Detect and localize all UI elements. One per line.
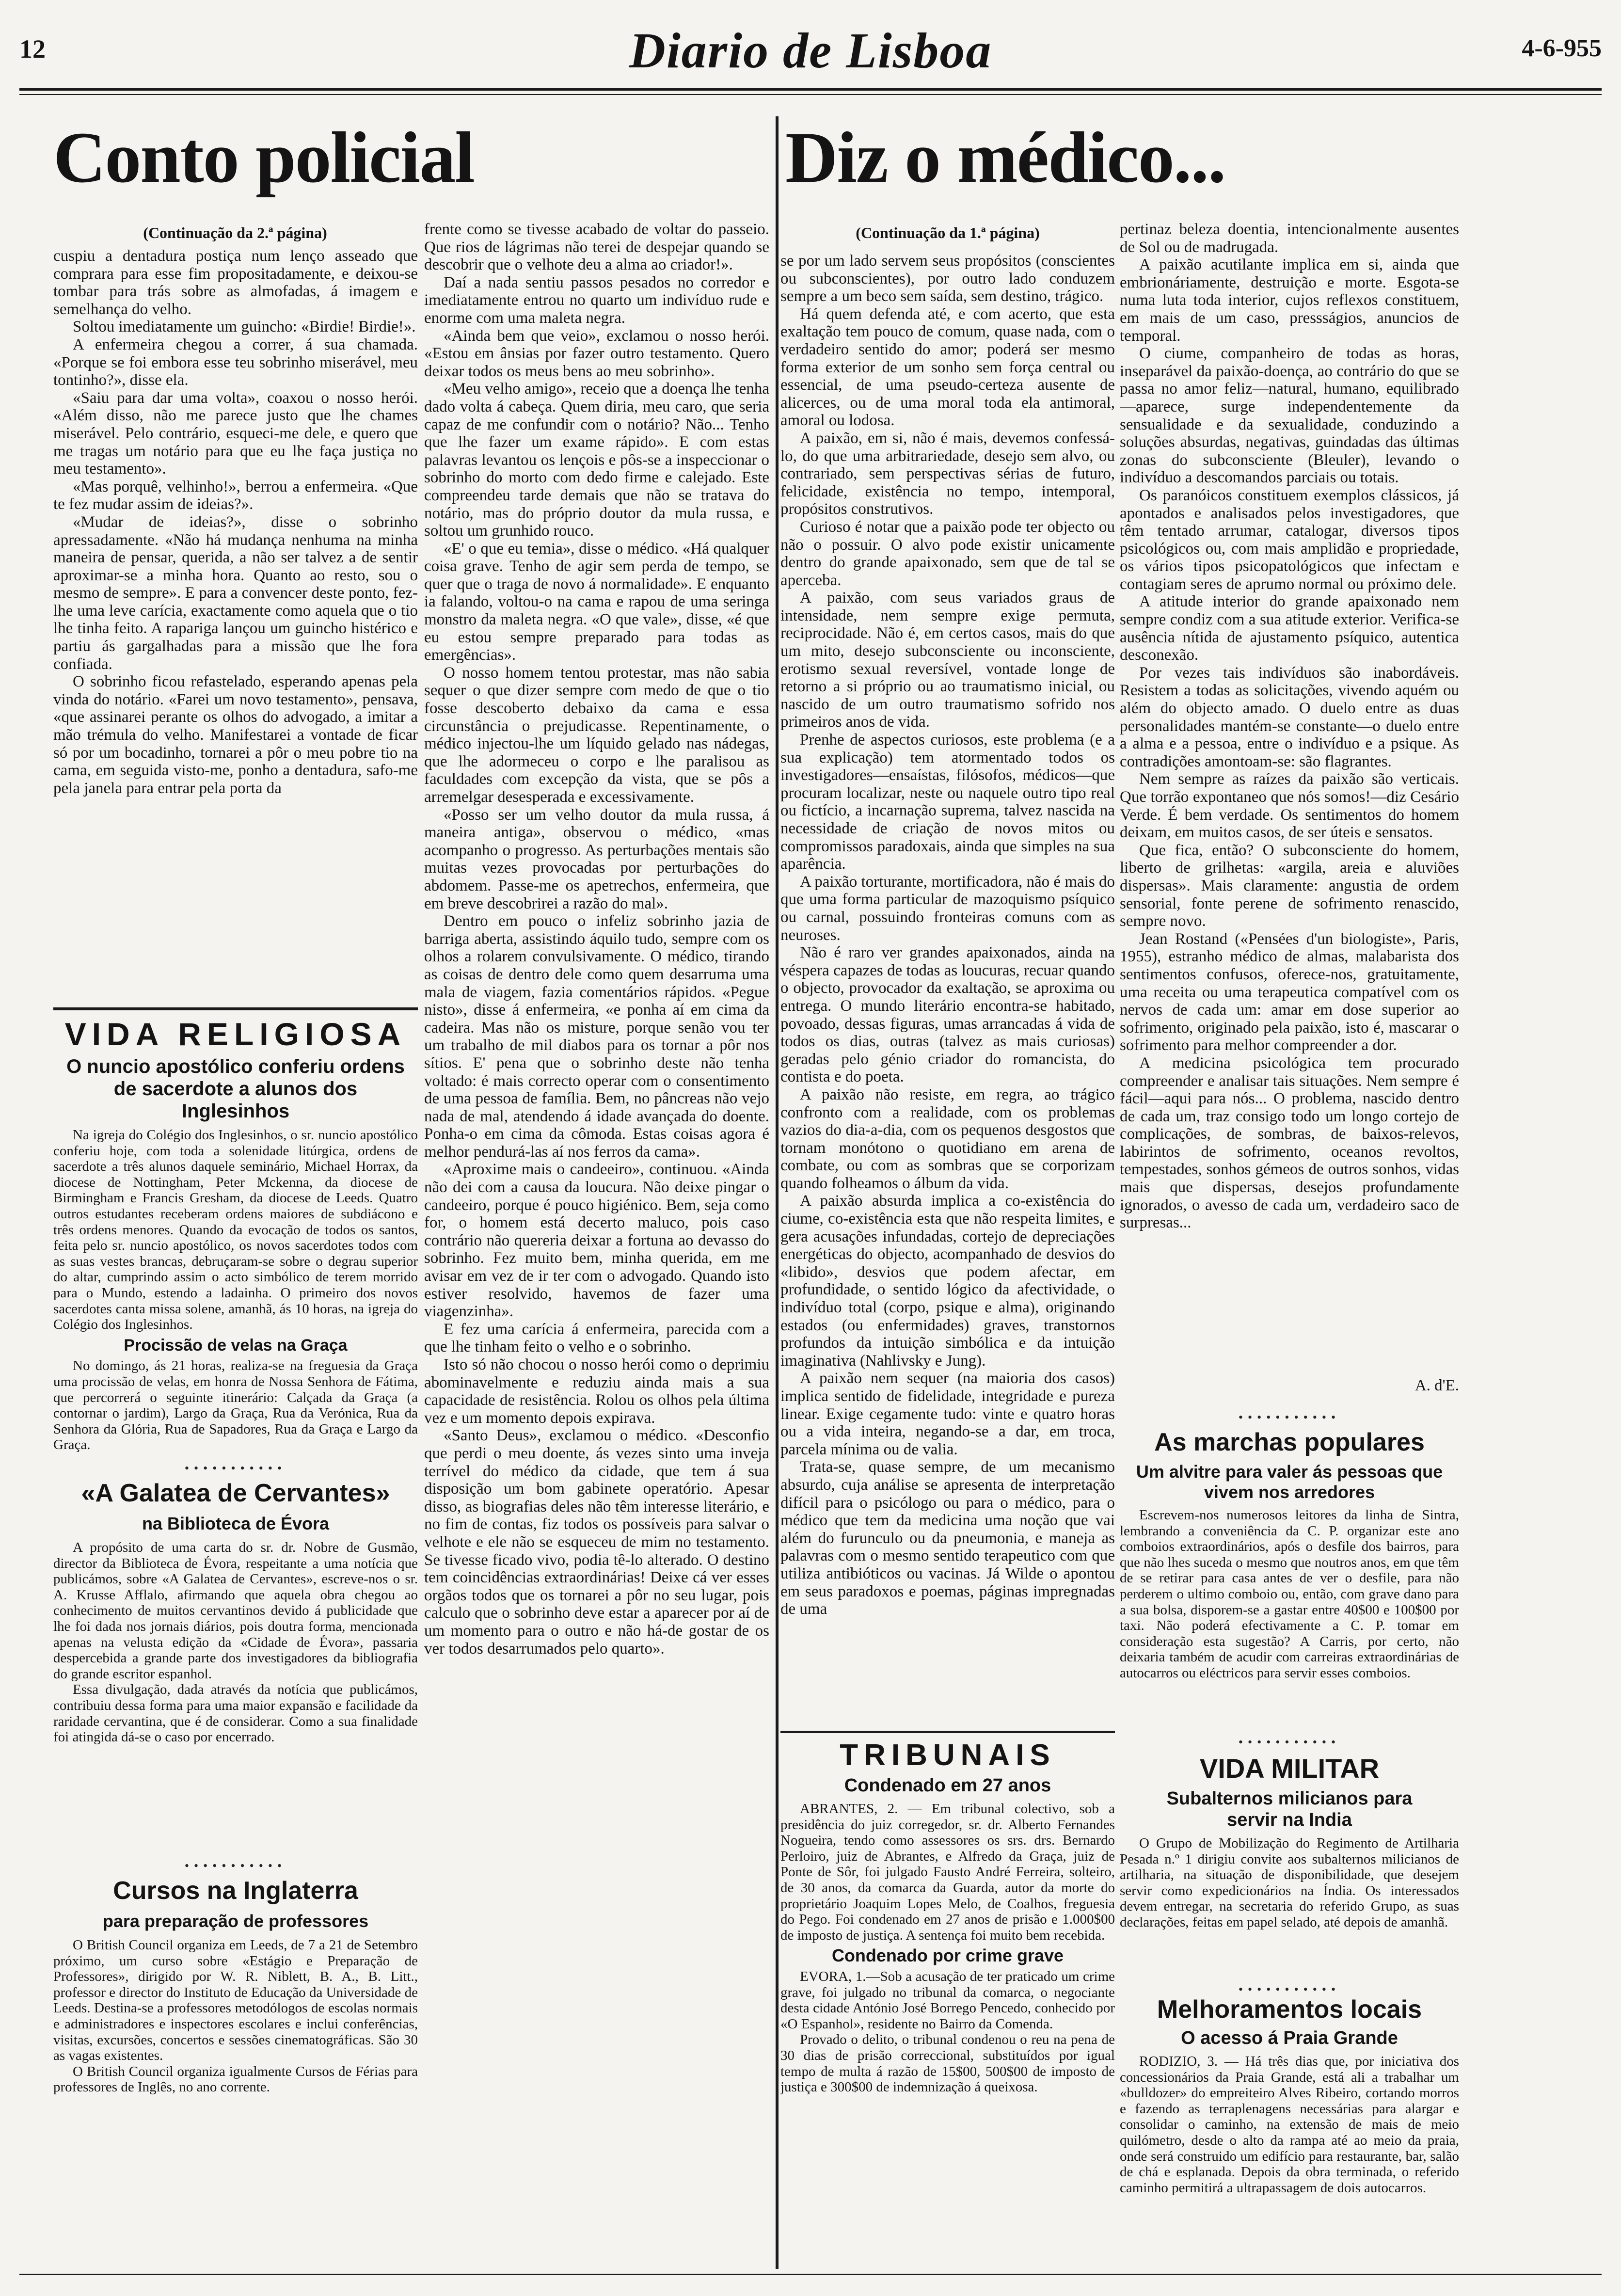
issue-date: 4-6-955: [1522, 34, 1602, 62]
paragraph: O nosso homem tentou protestar, mas não sabia sequer o que dizer sempre com medo de que o tio fosse descoberto debaixo da cama e essa circunstância o prejudicasse. Repentinamente, o médico injectou-lhe um líquido gelado nas nádegas, que lhe adormeceu o corpo e lhe paralisou as faculdades com excepção da vista, que se pôs a arremelgar desesperada e excessivamente.: [424, 664, 769, 806]
paragraph: O British Council organiza igualmente Cursos de Férias para professores de Inglês, no ano corrente.: [53, 2063, 418, 2095]
marchas-section: [1120, 1428, 1459, 1728]
section-title: «A Galatea de Cervantes»: [81, 1479, 390, 1507]
paragraph: «Posso ser um velho doutor da mula russa, á maneira antiga», observou o médico, «mas acompanho o progresso. As perturbações mentais são muitas vezes provocadas por perturbações do abdomem. Passe-me os apetrechos, enfermeira, que em breve descobrirei a razão do mal».: [424, 806, 769, 912]
section-subtitle: O acesso á Praia Grande: [1181, 2028, 1398, 2048]
paragraph: Prenhe de aspectos curiosos, este problema (e a sua explicação) tem atormentado todos os investigadores—ensaístas, filósofos, médicos—que procuram localizar, neste ou naquele outro tipo real ou fictício, a incarnação suprema, talvez nascida na necessidade de criação de novos mitos ou compromissos paradoxais, ainda que simples na sua aparência.: [780, 731, 1115, 873]
paragraph: E fez uma carícia á enfermeira, parecida com a que lhe tinham feito o velho e o sobrinho.: [424, 1320, 769, 1356]
section-subtitle: Condenado por crime grave: [831, 1945, 1064, 1966]
article-signature: A. d'E.: [1414, 1377, 1459, 1394]
page-number: 12: [19, 34, 46, 64]
paragraph: ABRANTES, 2. — Em tribunal colectivo, sob a presidência do juiz corregedor, sr. dr. Alberto Fernandes Nogueira, tendo como assessores os srs. drs. Bernardo Perloiro, juiz de Abrantes, e Alfredo da Graça, juiz de Ponte de Sôr, foi julgado Fausto André Ferreira, solteiro, de 30 anos, da comarca da Guarda, autor da morte do proprietário Joaquim Lopes Melo, de Coalhos, freguesia do Pego. Foi condenado em 27 anos de prisão e 1.000$00 de imposto de justiça. A sentença foi muito bem recebida.: [780, 1801, 1115, 1943]
newspaper-title: Diario de Lisboa: [629, 23, 992, 79]
section-title: VIDA MILITAR: [1199, 1753, 1380, 1784]
paragraph: Trata-se, quase sempre, de um mecanismo absurdo, cuja análise se apresenta de interpretação difícil para o psicólogo ou para o médico, para o médico que tem da medicina uma noção que vai além do furunculo ou da pneumonia, e maneja as palavras com o mesmo sentido terapeutico com que utiliza antibióticos ou vacinas. Já Wilde o apontou em seus paradoxos e poemas, páginas impregnadas de uma: [780, 1458, 1115, 1618]
conto-column-2: [424, 221, 769, 2269]
paragraph: «Mudar de ideias?», disse o sobrinho apressadamente. «Não há mudança nenhuma na minha maneira de pensar, querida, a não ser talvez a de sentir aproximar-se a minha hora. Quanto ao resto, sou o mesmo de sempre». E para a convencer deste ponto, fez-lhe uma leve carícia, exactamente como aquela que o tio lhe tinha feito. A rapariga lançou um guincho histérico e partiu ás gargalhadas para a missão que lhe fora confiada.: [53, 513, 418, 673]
paragraph: Escrevem-nos numerosos leitores da linha de Sintra, lembrando a conveniência da C. P. organizar este ano comboios extraordinários, após o desfile dos bairros, para que não lhes suceda o mesmo que noutros anos, em que têm de se retirar para casa antes de ver o desfile, para não perderem o ultimo comboio ou, então, com grave dano para a sua bolsa, disporem-se a gastar entre 40$00 e 100$00 por taxi. Não poderá efectivamente a C. P. tomar em consideração esta sugestão? A Carris, por certo, não deixaria também de acudir com carreiras extraordinárias de autocarros ou eléctricos para servir esses comboios.: [1120, 1507, 1459, 1681]
section-subtitle: para preparação de professores: [102, 1911, 369, 1931]
paragraph: Jean Rostand («Pensées d'un biologiste», Paris, 1955), estranho médico de almas, malabarista dos sentimentos confusos, oferece-nos, gratuitamente, uma receita ou uma terapeutica compatível com os nervos de cada um: amar em dose superior ao sofrimento, originado pela paixão, isto é, mascarar o sofrimento para melhor compreender a dor.: [1120, 930, 1459, 1054]
divider-dots: •••••••••••: [184, 1859, 287, 1873]
masthead-rule: [19, 88, 1602, 91]
paragraph: Que fica, então? O subconsciente do homem, liberto de grilhetas: «argila, areia e aluviões dispersas». Mais claramente: angustia de ordem sensorial, fonte perene de sofrimento renascido, sempre novo.: [1120, 841, 1459, 930]
paragraph: A medicina psicológica tem procurado compreender e analisar tais situações. Nem sempre é fácil—aqui para nós... O problema, nascido dentro de cada um, traz consigo todo um longo cortejo de complicações, de sombras, de baixos-relevos, labirintos de sofrimento, oceanos revoltos, tempestades, sonhos gémeos de outros sonhos, vidas mais que dispersas, desejos profundamente ignorados, o avesso de cada um, verdadeiro saco de surpresas...: [1120, 1054, 1459, 1232]
section-rule: [780, 1731, 1115, 1733]
conto-column-1: [53, 247, 418, 1001]
section-subtitle: Condenado em 27 anos: [844, 1775, 1051, 1796]
divider-dots: •••••••••••: [184, 1461, 287, 1475]
paragraph: Essa divulgação, dada através da notícia que publicámos, contribuiu dessa forma para uma maior expansão e facilidade da raridade cervantina, que é de considerar. Como a sua finalidade foi atingida dá-se o caso por encerrado.: [53, 1682, 418, 1745]
section-subtitle: Um alvitre para valer ás pessoas que vivem nos arredores: [1136, 1462, 1443, 1502]
paragraph: A paixão, em si, não é mais, devemos confessá-lo, do que uma arbitrariedade, desejo sem alvo, ou contrariado, sem perspectivas sérias de futuro, felicidade, existência no tempo, intemporal, propósitos construtivos.: [780, 429, 1115, 518]
conto-continuation: (Continuação da 2.ª página): [143, 224, 327, 241]
paragraph: EVORA, 1.—Sob a acusação de ter praticado um crime grave, foi julgado no tribunal da comarca, o negociante desta cidade António José Borrego Pencedo, conhecido por «O Espanhol», residente no Bairro da Comenda.: [780, 1968, 1115, 2032]
paragraph: A paixão não resiste, em regra, ao trágico confronto com a realidade, com os problemas vazios do dia-a-dia, com os pequenos desgostos que tornam monótono o quotidiano em arena de combate, ou com as sombras que se corporizam quando folheamos o álbum da vida.: [780, 1085, 1115, 1192]
section-headline: O nuncio apostólico conferiu ordens de sacerdote a alunos dos Inglesinhos: [66, 1056, 405, 1122]
paragraph: Os paranóicos constituem exemplos clássicos, já apontados e analisados pelos investigadores, que têm tentado arrumar, catalogar, diversos tipos psicológicos ou, com mais amplidão e propriedade, os vários tipos psicopatológicos que infectam e contagiam seres de aprumo normal ou próximo dele.: [1120, 486, 1459, 593]
paragraph: RODIZIO, 3. — Há três dias que, por iniciativa dos concessionários da Praia Grande, está ali a trabalhar um «bulldozer» do empreiteiro Alves Ribeiro, cortando morros e fazendo as terraplenagens necessárias para alargar e consolidar o caminho, na extensão de mais de meio quilómetro, desde o alto da rampa até ao meio da praia, onde será construido um edifício para restaurante, bar, salão de chá e esplanada. Depois da obra terminada, o referido caminho permitirá a ultrapassagem de dois autocarros.: [1120, 2054, 1459, 2196]
paragraph: A paixão acutilante implica em si, ainda que embrionáriamente, destruição e morte. Esgota-se numa luta toda interior, cujos reflexos constituem, em mais de um caso, pressságios, anuncios de temporal.: [1120, 256, 1459, 345]
paragraph: «E' o que eu temia», disse o médico. «Há qualquer coisa grave. Tenho de agir sem perda de tempo, se quer que o traga de novo á normalidade». E enquanto ia falando, voltou-o na cama e rapou de uma seringa monstro da maleta negra. «O que vale», disse, «é que eu estou sempre preparado para todas as emergências».: [424, 540, 769, 664]
paragraph: «Ainda bem que veio», exclamou o nosso herói. «Estou em ânsias por fazer outro testamento. Quero deixar todos os meus bens ao meu sobrinho».: [424, 327, 769, 380]
medico-continuation: (Continuação da 1.ª página): [856, 224, 1040, 241]
paragraph: Curioso é notar que a paixão pode ter objecto ou não o possuir. O alvo pode existir unicamente dentro do grande apaixonado, sem que de tal se aperceba.: [780, 518, 1115, 589]
masthead: [19, 24, 1602, 82]
paragraph: frente como se tivesse acabado de voltar do passeio. Que rios de lágrimas não terei de despejar quando se descobrir que o velhote deu a alma ao criador!».: [424, 221, 769, 274]
paragraph: Nem sempre as raízes da paixão são verticais. Que torrão expontaneo que nós somos!—diz Cesário Verde. É bem verdade. Os sentimentos do homem deixam, em muitos casos, de ser úteis e sensatos.: [1120, 770, 1459, 842]
paragraph: A paixão torturante, mortificadora, não é mais do que uma forma particular de mazoquismo psíquico ou carnal, possuindo fronteiras comuns com as neuroses.: [780, 873, 1115, 944]
vida-religiosa-section: [53, 1016, 418, 1462]
medico-column-1: [780, 252, 1115, 1721]
paragraph: Dentro em pouco o infeliz sobrinho jazia de barriga aberta, assistindo áquilo tudo, sempre com os olhos a rolarem convulsivamente. O médico, tirando as coisas de dentro dele como quem desarruma uma mala de viagem, fazia comentários rápidos. «Pegue nisto», disse á enfermeira, «e ponha aí em cima da cadeira. Mas não os misture, porque senão vou ter um trabalho de mil diabos para os tornar a pôr nos sítios. E' pena que o sobrinho deste não tenha voltado: é mais correcto operar com o consentimento de uma pessoa de família. Bem, no pâncreas não vejo nada de mal, atendendo á idade avançada do doente. Ponha-o em cima da cômoda. Estas coisas agora é melhor pendurá-las aí nos ferros da cama».: [424, 912, 769, 1161]
paragraph: «Santo Deus», exclamou o médico. «Desconfio que perdi o meu doente, ás vezes sinto uma inveja terrível do médico da cidade, que tem á sua disposição um bom gabinete operatório. Apesar disso, as biografias deles não têm interesse literário, e no fim de contas, fiz todos os possíveis para salvar o velhote e ele não se esqueceu de mim no testamento. Se tivesse ficado vivo, podia tê-lo alterado. O destino tem coincidências extraordinárias! Deixe cá ver esses orgãos todos que os tornarei a pôr no seu lugar, pois calculo que o sobrinho deve estar a aparecer por aí de um momento para o outro e não há-de gostar de os ver todos desarrumados pelo quarto».: [424, 1427, 769, 1658]
section-subtitle: Subalternos milicianos para servir na India: [1166, 1788, 1413, 1830]
paragraph: Isto só não chocou o nosso herói como o deprimiu abominavelmente e reduziu ainda mais a sua capacidade de resistência. Rolou os olhos pela última vez e um momento depois expirava.: [424, 1356, 769, 1427]
militar-section: [1120, 1753, 1459, 1980]
paragraph: Na igreja do Colégio dos Inglesinhos, o sr. nuncio apostólico conferiu hoje, com toda a solenidade litúrgica, ordens de sacerdote a três alunos daquele seminário, Michael Horrax, da diocese de Nottingham, Peter Mckenna, da diocese de Birmingham e Francis Gresham, da diocese de Leeds. Quatro outros estudantes receberam ordens maiores de subdiácono e três ordens menores. Quando da evocação de todos os santos, feita pelo sr. nuncio apostólico, os novos sacerdotes todos com as suas vestes brancas, debruçaram-se sobre o degrau superior do altar, cumprindo assim o acto simbólico de terem morrido para o Mundo, estendo a ladainha. O primeiro dos novos sacerdotes canta missa solene, amanhã, ás 10 horas, na igreja do Colégio dos Inglesinhos.: [53, 1127, 418, 1333]
paragraph: O British Council organiza em Leeds, de 7 a 21 de Setembro próximo, um curso sobre «Estágio e Preparação de Professores», dirigido por W. R. Niblett, B. A., B. Litt., professor e director do Instituto de Educação da Universidade de Leeds. Destina-se a professores metodólogos de escolas normais e administradores e inspectores escolares e inclui conferências, visitas, excursões, concertos e sessões cinematográficas. São 30 as vagas existentes.: [53, 1937, 418, 2064]
paragraph: A propósito de uma carta do sr. dr. Nobre de Gusmão, director da Biblioteca de Évora, respeitante a uma notícia que publicámos, sobre «A Galatea de Cervantes», escreve-nos o sr. A. Krusse Afflalo, afirmando que aquela obra chegou ao conhecimento de muitos cervantinos devido á publicidade que lhe foi dada nos jornais diários, pois doutra forma, mencionada apenas na velusta edição da «Cidade de Évora», passaria despercebida a grande parte dos investigadores da bibliografia do grande escritor espanhol.: [53, 1540, 418, 1682]
paragraph: «Meu velho amigo», receio que a doença lhe tenha dado volta á cabeça. Quem diria, meu caro, que seria capaz de me confundir com o notário? Não... Tenho que lhe fazer um exame rápido». E com estas palavras levantou os lençois e pôs-se a inspeccionar o sobrinho do morto com dedo firme e calejado. Este compreendeu tarde demais que não se tratava do notário, mas do próprio doutor da mula russa, e soltou um grunhido rouco.: [424, 380, 769, 540]
paragraph: A paixão nem sequer (na maioria dos casos) implica sentido de fidelidade, integridade e pureza linear. Exige cegamente tudo: vinte e quatro horas ou a vida inteira, negando-se a dar, em troca, parcela mínima ou de valia.: [780, 1370, 1115, 1458]
paragraph: Provado o delito, o tribunal condenou o reu na pena de 30 dias de prisão correccional, substituídos por igual tempo de multa á razão de 15$00, 500$00 de imposto de justiça e 300$00 de indemnização á queixosa.: [780, 2032, 1115, 2095]
paragraph: pertinaz beleza doentia, intencionalmente ausentes de Sol ou de madrugada.: [1120, 221, 1459, 256]
paragraph: «Saiu para dar uma volta», coaxou o nosso herói. «Além disso, não me parece justo que lhe chames miserável. Pelo contrário, esqueci-me dele, e quero que me tragas um notário para que eu lhe faça justiça no meu testamento».: [53, 389, 418, 478]
galatea-section: [53, 1479, 418, 1866]
tribunais-section: [780, 1738, 1115, 2269]
divider-dots: •••••••••••: [1238, 1735, 1341, 1749]
paragraph: se por um lado servem seus propósitos (conscientes ou subconscientes), por outro lado conduzem sempre a um beco sem saída, sem destino, trágico.: [780, 252, 1115, 305]
paragraph: A enfermeira chegou a correr, á sua chamada. «Porque se foi embora esse teu sobrinho miserável, meu tontinho?», disse ela.: [53, 335, 418, 389]
paragraph: Não é raro ver grandes apaixonados, ainda na véspera capazes de todas as loucuras, recuar quando o objecto, provocador da exaltação, se aproxima ou entrega. O mundo literário encontra-se habitado, povoado, dessas figuras, umas arrancadas á vida de todos os dias, outras (talvez as mais curiosas) geradas pelo génio criador do romancista, do contista e do poeta.: [780, 944, 1115, 1086]
section-title: TRIBUNAIS: [840, 1738, 1056, 1772]
paragraph: A paixão, com seus variados graus de intensidade, nem sempre exige permuta, reciprocidade. Não é, em certos casos, mais do que um mito, desejo subconsciente ou inconsciente, erotismo sexual reversível, vontade longe de retorno a si próprio ou ao traumatismo inicial, ou nascido de um outro traumatismo sofrido nos primeiros anos de vida.: [780, 589, 1115, 731]
paragraph: cuspiu a dentadura postiça num lenço asseado que comprara para esse fim propositadamente, e deixou-se tombar para trás sobre as almofadas, á imagem e semelhança do velho.: [53, 247, 418, 318]
section-title: As marchas populares: [1154, 1428, 1425, 1456]
divider-dots: •••••••••••: [1238, 1410, 1341, 1424]
page-divider: [776, 116, 779, 2269]
section-title: Melhoramentos locais: [1157, 1995, 1422, 2024]
paragraph: Há quem defenda até, e com acerto, que esta exaltação tem pouco de comum, quase nada, com o verdadeiro sentido do amor; poderá ser mesmo forma exterior de um sonho sem força central ou essencial, de uma pseudo-certeza ausente de alicerces, ou de uma moral toda ela antimoral, amoral ou lodosa.: [780, 305, 1115, 430]
paragraph: «Mas porquê, velhinho!», berrou a enfermeira. «Que te fez mudar assim de ideias?».: [53, 478, 418, 513]
section-subtitle: Procissão de velas na Graça: [124, 1336, 348, 1355]
paragraph: A atitude interior do grande apaixonado nem sempre condiz com a sua atitude exterior. Verifica-se ausência nítida de ajustamento psíquico, autentica desconexão.: [1120, 593, 1459, 664]
paragraph: Por vezes tais indivíduos são inabordáveis. Resistem a todas as solicitações, vivendo aquém ou além do objecto amado. O duelo entre as duas personalidades mantém-se constante—o duelo entre a alma e a pessoa, entre o indivíduo e a psique. As contradições amontoam-se: são flagrantes.: [1120, 664, 1459, 770]
divider-dots: •••••••••••: [1238, 1982, 1341, 1996]
paragraph: «Aproxime mais o candeeiro», continuou. «Ainda não dei com a causa da loucura. Não deixe pingar o candeeiro, porque é pouco higiénico. Bem, seja como for, o homem está decerto maluco, pois caso contrário não quereria deixar a fortuna ao devasso do sobrinho. Fez muito bem, minha querida, em me avisar em vez de ir ter com o advogado. Quando isto estiver resolvido, havemos de fazer uma viagenzinha».: [424, 1161, 769, 1321]
conto-heading: Conto policial: [53, 117, 474, 198]
paragraph: Soltou imediatamente um guincho: «Birdie! Birdie!».: [73, 318, 416, 336]
paragraph: O ciume, companheiro de todas as horas, inseparável da paixão-doença, ao contrário do que se passa no amor feliz—natural, humano, equilibrado—aparece, surge independentemente da sensualidade e da sexualidade, conduzindo a soluções absurdas, negativas, guindadas das últimas zonas do subconsciente (Bleuler), levando o indivíduo a descomandos parciais ou totais.: [1120, 345, 1459, 487]
melhoramentos-section: [1120, 1995, 1459, 2269]
medico-heading: Diz o médico...: [785, 117, 1225, 198]
paragraph: No domingo, ás 21 horas, realiza-se na freguesia da Graça uma procissão de velas, em honra de Nossa Senhora de Fátima, que percorrerá o seguinte itinerário: Calçada da Graça (a contornar o jardim), Largo da Graça, Rua da Verónica, Rua da Senhora da Glória, Rua de Sapadores, Rua da Graça e Largo da Graça.: [53, 1358, 418, 1453]
cursos-section: [53, 1876, 418, 2269]
medico-column-2: [1120, 221, 1459, 1372]
paragraph: O sobrinho ficou refastelado, esperando apenas pela vinda do notário. «Farei um novo testamento», pensava, «que assinarei perante os olhos do advogado, a imitar a mão trémula do velho. Manifestarei a vontade de ficar só por um bocadinho, tornarei a pôr o meu pobre tio na cama, em seguida visto-me, ponho a dentadura, safo-me pela janela para entrar pela porta da: [53, 673, 418, 797]
masthead-rule-thin: [19, 94, 1602, 95]
section-subtitle: na Biblioteca de Évora: [142, 1514, 330, 1533]
page-bottom-rule: [19, 2274, 1602, 2275]
section-rule: [53, 1007, 418, 1010]
section-title: VIDA RELIGIOSA: [64, 1016, 407, 1052]
paragraph: O Grupo de Mobilização do Regimento de Artilharia Pesada n.º 1 dirigiu convite aos subalternos milicianos de artilharia, na situação de disponibilidade, que desejem servir como expedicionários na Índia. Os interessados devem entregar, na secretaria do referido Grupo, as suas declarações, feitas em papel selado, até depois de amanhã.: [1120, 1835, 1459, 1930]
paragraph: A paixão absurda implica a co-existência do ciume, co-existência esta que não respeita limites, e gera acusações infundadas, cortejo de depreciações energéticas do objecto, acompanhado de desvios do «libido», desvios que podem afectar, em profundidade, o sentido lógico da afectividade, o indivíduo total (corpo, psique e alma), originando estados (ou enfermidades) graves, transtornos profundos da intuição simbólica e da intuição imaginativa (Nahlivsky e Jung).: [780, 1192, 1115, 1370]
paragraph: Daí a nada sentiu passos pesados no corredor e imediatamente entrou no quarto um indivíduo rude e enorme com uma maleta negra.: [424, 273, 769, 327]
section-title: Cursos na Inglaterra: [113, 1877, 358, 1905]
